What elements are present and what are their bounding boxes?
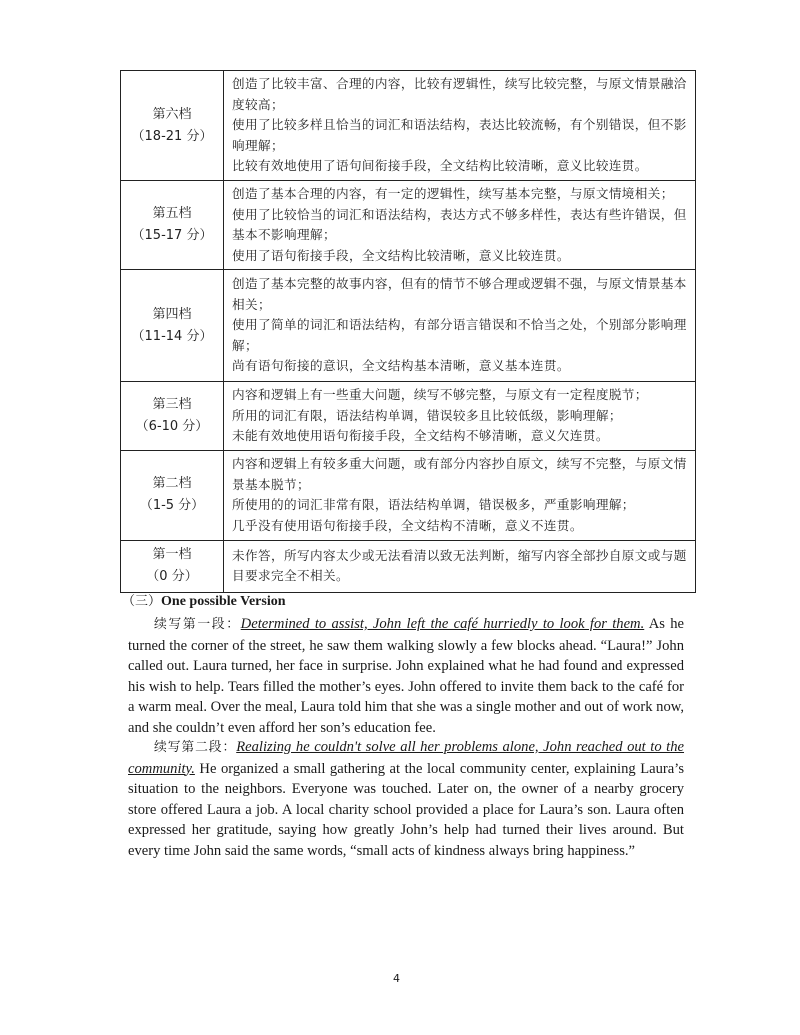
level-cell	[121, 450, 224, 540]
paragraph-body: As he turned the corner of the street, he saw them walking slowly a few blocks ahead. “Laura!” John called out. Laura turned, her face in surprise. John explained what he had found and expressed his wish to help. Tears filled the mother’s eyes. John offered to invite them back to the café for a warm meal. Over the meal, Laura told him that she was a single mother and out of work now, and she couldn’t even afford her son’s education fee.	[128, 616, 685, 736]
page-number: 4	[393, 972, 400, 985]
rubric-row-level-6	[121, 71, 696, 181]
criterion: 内容和逻辑上有较多重大问题，或有部分内容抄自原文，续写不完整，与原文情景基本脱节；	[232, 456, 687, 492]
level-score: （6-10 分）	[135, 418, 209, 434]
criterion: 几乎没有使用语句衔接手段，全文结构不清晰，意义不连贯。	[232, 517, 583, 533]
level-score: （1-5 分）	[139, 498, 205, 513]
criteria-cell	[224, 540, 696, 592]
level-cell	[121, 540, 224, 592]
paragraph-lead-sentence: Realizing he couldn't solve all her problems alone, John reached out to the community.	[128, 739, 685, 777]
level-cell	[121, 71, 224, 181]
essay-paragraph-1	[128, 614, 684, 738]
section-prefix: （三）	[122, 594, 162, 609]
criterion: 创造了基本合理的内容，有一定的逻辑性，续写基本完整，与原文情境相关；	[232, 186, 674, 201]
scoring-rubric-table	[120, 70, 696, 593]
level-name: 第三档	[152, 396, 192, 412]
level-score: （11-14 分）	[131, 328, 213, 344]
criterion: 创造了基本完整的故事内容，但有的情节不够合理或逻辑不强，与原文情景基本相关；	[232, 276, 687, 312]
criterion: 使用了比较恰当的词汇和语法结构，表达方式不够多样性，表达有些许错误，但基本不影响理解；	[232, 206, 687, 242]
level-name: 第六档	[152, 106, 192, 122]
criterion: 所用的词汇有限，语法结构单调，错误较多且比较低级，影响理解；	[232, 407, 622, 423]
section-title-text: One possible Version	[161, 594, 286, 609]
level-score: （0 分）	[146, 569, 198, 584]
level-score: （18-21 分）	[131, 128, 213, 144]
criterion: 未能有效地使用语句衔接手段，全文结构不够清晰，意义欠连贯。	[232, 428, 609, 443]
criterion: 内容和逻辑上有一些重大问题，续写不够完整，与原文有一定程度脱节；	[232, 387, 648, 402]
level-name: 第四档	[152, 306, 192, 322]
level-name: 第五档	[152, 206, 192, 221]
level-cell	[121, 382, 224, 451]
section-heading	[122, 590, 286, 610]
criterion: 创造了比较丰富、合理的内容，比较有逻辑性，续写比较完整，与原文情景融洽度较高；	[232, 76, 687, 112]
rubric-row-level-4	[121, 270, 696, 382]
level-cell	[121, 270, 224, 382]
criteria-cell	[224, 270, 696, 382]
level-cell	[121, 181, 224, 270]
criterion: 所使用的的词汇非常有限，语法结构单调，错误极多，严重影响理解；	[232, 497, 635, 512]
paragraph-label: 续写第一段：	[154, 617, 241, 632]
rubric-row-level-3	[121, 382, 696, 451]
criterion: 使用了简单的词汇和语法结构，有部分语言错误和不恰当之处，个别部分影响理解；	[232, 317, 687, 353]
criterion: 未作答，所写内容太少或无法看清以致无法判断，缩写内容全部抄自原文或与题目要求完全不相关。	[232, 547, 687, 583]
rubric-row-level-1	[121, 540, 696, 592]
criterion: 使用了语句衔接手段，全文结构比较清晰，意义比较连贯。	[232, 247, 570, 263]
essay-paragraph-2	[128, 737, 684, 861]
paragraph-lead-sentence: Determined to assist, John left the café hurriedly to look for them.	[240, 616, 645, 632]
paragraph-body: He organized a small gathering at the local community center, explaining Laura’s situation to the neighbors. Everyone was touched. Later on, the owner of a nearby grocery store offered Laura a job. A local charity school provided a place for Laura’s son. Laura often expressed her gratitude, saying how greatly John’s help had turned their lives around. But every time John said the same words, “small acts of kindness always bring happiness.”	[128, 760, 684, 859]
criteria-cell	[224, 181, 696, 270]
level-score: （15-17 分）	[131, 228, 213, 243]
criterion: 尚有语句衔接的意识，全文结构基本清晰，意义基本连贯。	[232, 358, 570, 374]
level-name: 第二档	[152, 476, 192, 491]
rubric-row-level-2	[121, 450, 696, 540]
level-name: 第一档	[152, 547, 192, 562]
rubric-row-level-5	[121, 181, 696, 270]
criteria-cell	[224, 382, 696, 451]
criteria-cell	[224, 450, 696, 540]
criterion: 比较有效地使用了语句间衔接手段，全文结构比较清晰，意义比较连贯。	[232, 158, 648, 174]
criteria-cell	[224, 71, 696, 181]
criterion: 使用了比较多样且恰当的词汇和语法结构，表达比较流畅，有个别错误，但不影响理解；	[232, 117, 687, 153]
paragraph-label: 续写第二段：	[154, 740, 237, 755]
